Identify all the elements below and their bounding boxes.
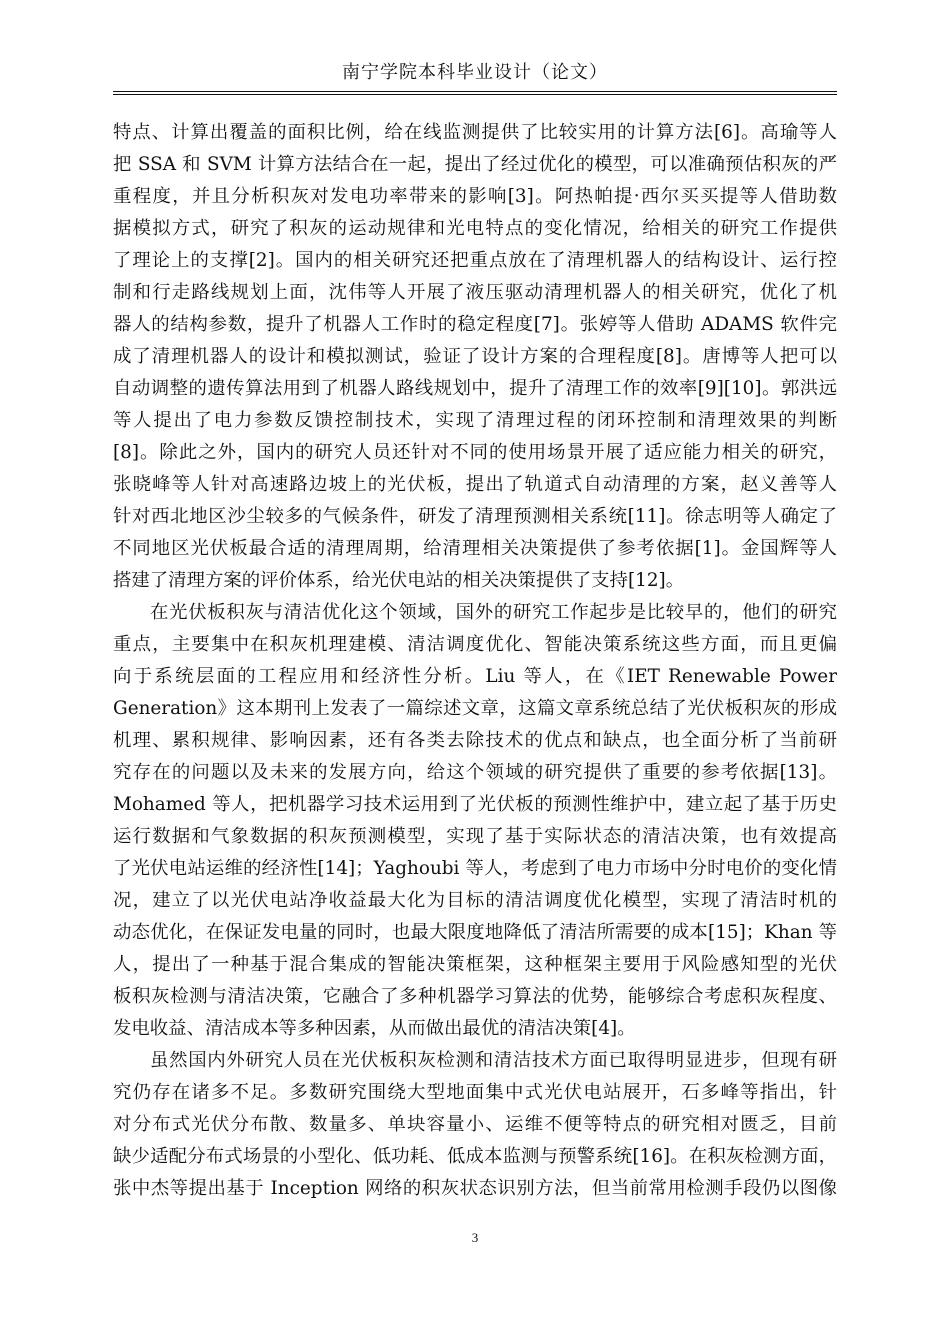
header-rule-thin (113, 94, 837, 95)
text-line: 动态优化，在保证发电量的同时，也最大限度地降低了清洁所需要的成本[15]；Khan 等 (113, 922, 837, 943)
page-number: 3 (471, 1230, 479, 1245)
text-line: 机理、累积规律、影响因素，还有各类去除技术的优点和缺点，也全面分析了当前研 (113, 730, 837, 751)
text-line: 张晓峰等人针对高速路边坡上的光伏板，提出了轨道式自动清理的方案，赵义善等人 (113, 474, 837, 495)
text-line: 了理论上的支撑[2]。国内的相关研究还把重点放在了清理机器人的结构设计、运行控 (113, 250, 837, 271)
text-line: 究仍存在诸多不足。多数研究围绕大型地面集中式光伏电站展开，石多峰等指出，针 (113, 1082, 837, 1103)
text-line: [8]。除此之外，国内的研究人员还针对不同的使用场景开展了适应能力相关的研究， (113, 442, 837, 463)
page-header-title: 南宁学院本科毕业设计（论文） (342, 62, 608, 83)
text-line: 究存在的问题以及未来的发展方向，给这个领域的研究提供了重要的参考依据[13]。 (113, 762, 837, 783)
text-line: 不同地区光伏板最合适的清理周期，给清理相关决策提供了参考依据[1]。金国辉等人 (113, 538, 837, 559)
paragraph-first-line: 在光伏板积灰与清洁优化这个领域，国外的研究工作起步是比较早的，他们的研究 (150, 602, 837, 623)
text-line: 据模拟方式，研究了积灰的运动规律和光电特点的变化情况，给相关的研究工作提供 (113, 218, 837, 239)
text-line: 器人的结构参数，提升了机器人工作时的稳定程度[7]。张婷等人借助 ADAMS 软件完 (113, 314, 837, 335)
text-line: 制和行走路线规划上面，沈伟等人开展了液压驱动清理机器人的相关研究，优化了机 (113, 282, 837, 303)
text-line: 运行数据和气象数据的积灰预测模型，实现了基于实际状态的清洁决策，也有效提高 (113, 826, 837, 847)
text-line: 板积灰检测与清洁决策，它融合了多种机器学习算法的优势，能够综合考虑积灰程度、 (113, 986, 837, 1007)
text-line: 针对西北地区沙尘较多的气候条件，研发了清理预测相关系统[11]。徐志明等人确定了 (113, 506, 837, 527)
text-line: 了光伏电站运维的经济性[14]；Yaghoubi 等人，考虑到了电力市场中分时电价的变化情 (113, 858, 837, 879)
header-rule-thick (113, 91, 837, 92)
text-line: 等人提出了电力参数反馈控制技术，实现了清理过程的闭环控制和清理效果的判断 (113, 410, 837, 431)
text-line: 况，建立了以光伏电站净收益最大化为目标的清洁调度优化模型，实现了清洁时机的 (113, 890, 837, 911)
text-line: 重点，主要集中在积灰机理建模、清洁调度优化、智能决策系统这些方面，而且更偏 (113, 634, 837, 655)
text-line: 发电收益、清洁成本等多种因素，从而做出最优的清洁决策[4]。 (113, 1018, 636, 1039)
text-line: Mohamed 等人，把机器学习技术运用到了光伏板的预测性维护中，建立起了基于历史 (113, 794, 837, 815)
text-line: 自动调整的遗传算法用到了机器人路线规划中，提升了清理工作的效率[9][10]。郭洪远 (113, 378, 837, 399)
text-line: 重程度，并且分析积灰对发电功率带来的影响[3]。阿热帕提·西尔买买提等人借助数 (113, 186, 837, 207)
text-line: 缺少适配分布式场景的小型化、低功耗、低成本监测与预警系统[16]。在积灰检测方面， (113, 1146, 837, 1167)
text-line: 对分布式光伏分布散、数量多、单块容量小、运维不便等特点的研究相对匮乏，目前 (113, 1114, 837, 1135)
text-line: 张中杰等提出基于 Inception 网络的积灰状态识别方法，但当前常用检测手段仍以图像 (113, 1178, 837, 1199)
text-line: 把 SSA 和 SVM 计算方法结合在一起，提出了经过优化的模型，可以准确预估积灰的严 (113, 154, 837, 175)
text-line: 成了清理机器人的设计和模拟测试，验证了设计方案的合理程度[8]。唐博等人把可以 (113, 346, 837, 367)
text-line: 搭建了清理方案的评价体系，给光伏电站的相关决策提供了支持[12]。 (113, 570, 685, 591)
body-text (113, 117, 837, 1205)
paragraph-first-line: 虽然国内外研究人员在光伏板积灰检测和清洁技术方面已取得明显进步，但现有研 (150, 1050, 837, 1071)
text-line: 向于系统层面的工程应用和经济性分析。Liu 等人，在《IET Renewable Power (113, 666, 837, 687)
text-line: Generation》这本期刊上发表了一篇综述文章，这篇文章系统总结了光伏板积灰的形成 (113, 698, 837, 719)
text-line: 特点、计算出覆盖的面积比例，给在线监测提供了比较实用的计算方法[6]。高瑜等人 (113, 122, 837, 143)
text-line: 人，提出了一种基于混合集成的智能决策框架，这种框架主要用于风险感知型的光伏 (113, 954, 837, 975)
